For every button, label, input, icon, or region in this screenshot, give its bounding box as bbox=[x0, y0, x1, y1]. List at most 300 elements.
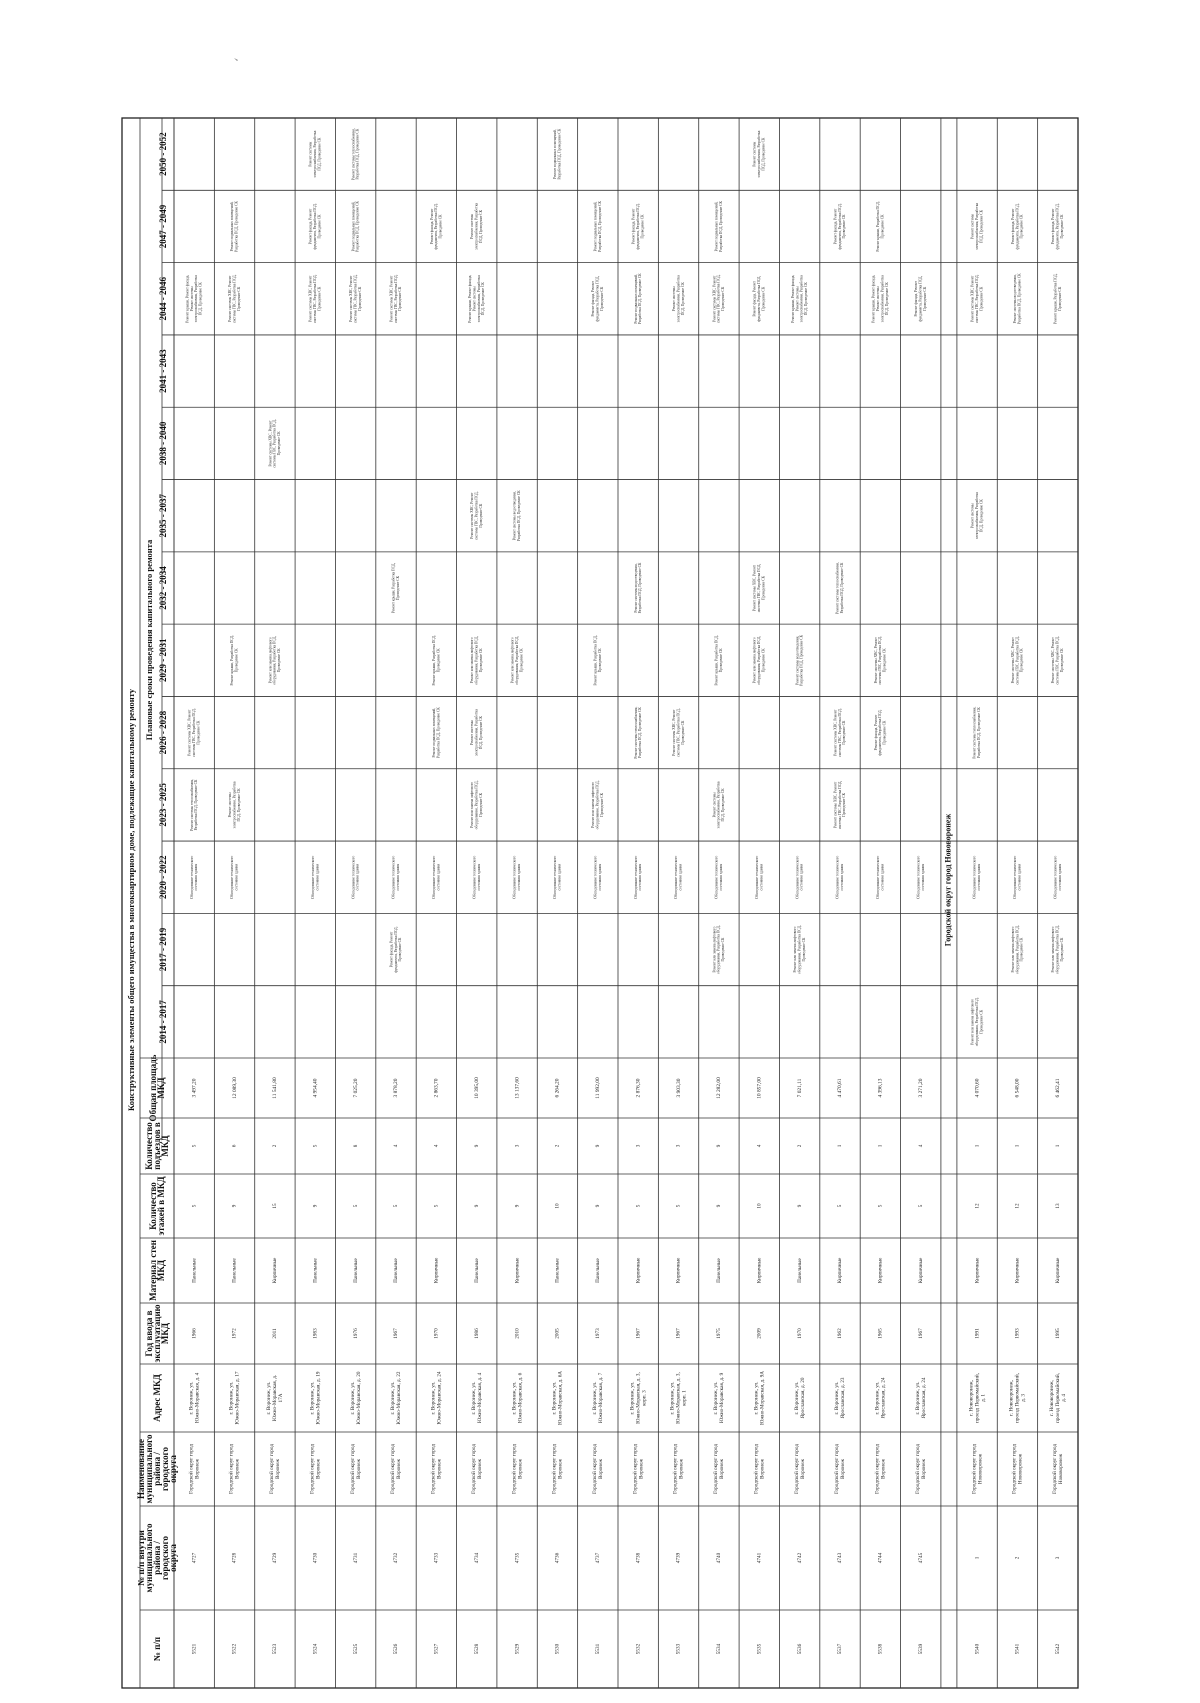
cell-addr: проезд Первомайский, bbox=[974, 1373, 981, 1423]
work-entry: состояния здания bbox=[396, 863, 401, 891]
plan-title: Плановые сроки проведения капитального ремонта bbox=[143, 539, 154, 741]
cell-nm: 4729 bbox=[272, 1552, 279, 1564]
work-entry: Разработка ПСД, Проведение СК bbox=[234, 201, 239, 252]
column-header-mun: Наименование bbox=[136, 1439, 147, 1499]
work-entry: Ремонт крыши, Ремонт фасада, bbox=[790, 274, 795, 323]
cell-year: 1972 bbox=[231, 1328, 238, 1339]
work-entry: ПСД, Проведение СК bbox=[236, 788, 241, 822]
work-entry: Проведение СК bbox=[478, 503, 483, 528]
cell-entr: 1 bbox=[974, 1144, 981, 1148]
work-entry: Ремонт системы водоотведения, bbox=[795, 635, 800, 685]
scan-speck bbox=[234, 58, 238, 61]
work-entry: Разработка ПСД, Проведение СК bbox=[638, 273, 643, 325]
work-entry: состояния здания bbox=[355, 863, 360, 891]
cell-addr: Южно-Моравская, д. 19 bbox=[315, 1371, 322, 1425]
work-entry: оборудования, Разработка ПСД, bbox=[757, 635, 762, 685]
cell-mat: Кирпичные bbox=[974, 1257, 981, 1284]
work-entry: состояния здания bbox=[1017, 863, 1022, 891]
work-entry: Ремонт системы ХВС, Ремонт bbox=[752, 564, 757, 612]
work-entry: Ремонт системы bbox=[227, 792, 232, 818]
cell-mun: Нововоронеж bbox=[977, 1453, 984, 1485]
column-header-nm: района / bbox=[152, 1541, 163, 1575]
work-entry: ПСД, Проведение СК bbox=[680, 282, 685, 316]
super-title: Конструктивные элементы общего имущества в многоквартирном доме, подлежащие капитальному ремонту bbox=[125, 689, 136, 1111]
period-header: 2017 - 2019 bbox=[158, 927, 169, 972]
cell-year: 1967 bbox=[635, 1328, 642, 1339]
cell-entr: 2 bbox=[272, 1144, 279, 1148]
work-entry: Обследование технического bbox=[714, 855, 719, 899]
cell-addr: г. Воронеж, ул. bbox=[753, 1381, 760, 1415]
work-entry: Проведение СК bbox=[718, 648, 723, 673]
work-entry: Проведение СК bbox=[882, 720, 887, 745]
work-entry: системы ГВС, Разработка ПСД, bbox=[393, 274, 398, 323]
cell-addr: г. Нововоронеж, bbox=[1008, 1380, 1015, 1416]
cell-year: 1967 bbox=[675, 1328, 682, 1339]
cell-nm: 3 bbox=[1055, 1556, 1062, 1560]
work-entry: Обследование технического bbox=[230, 855, 235, 899]
column-header-entr: МКД bbox=[160, 1135, 171, 1157]
cell-mat: Панельные bbox=[191, 1258, 198, 1283]
cell-n: 5522 bbox=[231, 1643, 238, 1655]
cell-mun: Городской округ город bbox=[1052, 1444, 1059, 1494]
work-entry: Обследование технического bbox=[593, 855, 598, 899]
cell-addr: Ярославская, д. 20 bbox=[799, 1377, 806, 1419]
work-entry: Проведение СК bbox=[680, 720, 685, 745]
cell-n: 5542 bbox=[1055, 1643, 1062, 1655]
cell-addr: г. Воронеж, ул. bbox=[874, 1381, 881, 1415]
work-entry: Разработка ПСД, Проведение СК bbox=[638, 707, 643, 759]
cell-year: 1983 bbox=[312, 1328, 319, 1339]
cell-addr: г. Воронеж, ул. bbox=[592, 1381, 599, 1415]
cell-mat: Кирпичные bbox=[514, 1257, 521, 1284]
cell-n: 5537 bbox=[837, 1643, 844, 1655]
work-entry: Проведение СК bbox=[519, 648, 524, 673]
work-entry: Разработка ПСД, Проведение СК bbox=[436, 707, 441, 759]
cell-floors: 5 bbox=[837, 1204, 844, 1208]
cell-year: 1965 bbox=[877, 1328, 884, 1339]
work-entry: оборудования, Разработка ПСД, bbox=[595, 780, 600, 830]
cell-mat: Панельные bbox=[796, 1258, 803, 1283]
cell-addr: д. 1 bbox=[980, 1394, 987, 1402]
cell-addr: г. Воронеж, ул. bbox=[713, 1381, 720, 1415]
cell-addr: г. Воронеж, ул. bbox=[309, 1381, 316, 1415]
work-entry: состояния здания bbox=[638, 863, 643, 891]
column-header-entr: подъездов в bbox=[152, 1122, 163, 1170]
cell-mat: Кирпичные bbox=[877, 1257, 884, 1284]
cell-addr: г. Воронеж, ул. bbox=[551, 1381, 558, 1415]
cell-year: 1975 bbox=[716, 1328, 723, 1339]
work-entry: электроснабжения, Разработка bbox=[232, 781, 237, 829]
work-entry: оборудования, Разработка ПСД, bbox=[974, 997, 979, 1047]
work-entry: Обследование технического bbox=[553, 855, 558, 899]
column-header-year: Год ввода в bbox=[144, 1310, 155, 1357]
work-entry: оборудования, Разработка ПСД, bbox=[716, 925, 721, 974]
work-entry: Ремонт крыши, Разработка ПСД, bbox=[1053, 273, 1058, 324]
work-entry: Проведение СК bbox=[761, 576, 766, 600]
work-entry: Обследование технического bbox=[674, 855, 679, 899]
cell-addr: г. Воронеж, ул. bbox=[669, 1381, 676, 1415]
cell-entr: 1 bbox=[1014, 1144, 1021, 1148]
work-entry: Ремонт подвальных помещений, bbox=[431, 707, 436, 758]
work-entry: Обследование технического bbox=[875, 855, 880, 899]
cell-area: 2 876,30 bbox=[635, 1078, 642, 1098]
cell-area: 4 396,13 bbox=[877, 1078, 884, 1098]
work-entry: Ремонт фасада, Ремонт bbox=[631, 208, 636, 245]
cell-entr: 1 bbox=[837, 1144, 844, 1148]
cell-n: 5523 bbox=[272, 1643, 279, 1655]
work-entry: электроснабжения, Разработка bbox=[799, 275, 804, 323]
work-entry: Ремонт системы ХВС, Ремонт bbox=[970, 275, 975, 322]
work-entry: Ремонт системы ХВС, Ремонт bbox=[671, 709, 676, 756]
cell-year: 2011 bbox=[272, 1328, 279, 1339]
work-entry: электроснабжения, Разработка bbox=[194, 275, 199, 323]
work-entry: Ремонт или замена лифтового bbox=[591, 781, 596, 828]
work-entry: фундамента, Разработка ПСД, bbox=[918, 275, 923, 322]
cell-n: 5530 bbox=[554, 1643, 561, 1655]
work-entry: Обследование технического bbox=[189, 855, 194, 899]
cell-mat: Кирпичные bbox=[917, 1257, 924, 1284]
work-entry: оборудования, Разработка ПСД, bbox=[474, 635, 479, 685]
work-entry: Проведение СК bbox=[842, 720, 847, 745]
cell-mun: Городской округ город bbox=[430, 1444, 437, 1494]
work-entry: Обследование технического bbox=[351, 855, 356, 899]
cell-nm: 4745 bbox=[917, 1552, 924, 1564]
work-entry: Ремонт крыши, Разработка ПСД, bbox=[230, 635, 235, 686]
cell-mun: Нововоронеж bbox=[1017, 1453, 1024, 1485]
work-entry: ПСД, Проведение СК bbox=[884, 282, 889, 316]
work-entry: Проведение СК bbox=[600, 286, 605, 311]
cell-entr: 8 bbox=[352, 1144, 359, 1148]
work-entry: Ремонт или замена лифтового bbox=[1010, 926, 1015, 973]
work-entry: Ремонт фасада, Ремонт bbox=[914, 281, 919, 317]
cell-mat: Панельные bbox=[312, 1258, 319, 1283]
column-header-mat: МКД bbox=[156, 1259, 167, 1282]
work-entry: Ремонт системы ХВС, Ремонт bbox=[470, 492, 475, 539]
work-entry: системы ГВС, Разработка ПСД, bbox=[837, 708, 842, 757]
work-entry: Проведение СК bbox=[317, 286, 322, 311]
cell-addr: Южно-Моравская, д. 22 bbox=[396, 1371, 403, 1425]
cell-entr: 1 bbox=[877, 1144, 884, 1148]
cell-n: 5534 bbox=[716, 1643, 723, 1655]
cell-n: 5524 bbox=[312, 1643, 319, 1655]
column-header-year: эксплуатацию bbox=[152, 1304, 163, 1363]
cell-n: 5538 bbox=[877, 1643, 884, 1655]
cell-mun: Городской округ город bbox=[672, 1444, 679, 1494]
cell-mun: Воронеж bbox=[880, 1459, 887, 1479]
cell-n: 5527 bbox=[433, 1643, 440, 1655]
period-header: 2047 - 2049 bbox=[158, 204, 169, 249]
column-header-mun: городского bbox=[160, 1446, 171, 1492]
work-entry: оборудования, Разработка ПСД, bbox=[272, 635, 277, 685]
work-entry: ПСД, Проведение СК bbox=[979, 499, 984, 533]
cell-mun: Воронеж bbox=[678, 1459, 685, 1479]
cell-addr: г. Воронеж, ул. bbox=[349, 1381, 356, 1415]
work-entry: Проведение СК bbox=[979, 1009, 984, 1034]
cell-n: 5525 bbox=[352, 1643, 359, 1655]
cell-area: 13 137,60 bbox=[514, 1077, 521, 1099]
work-entry: Ремонт фасада, Ремонт bbox=[389, 931, 394, 968]
cell-mun: Воронеж bbox=[436, 1459, 443, 1479]
cell-mun: Городской округ город bbox=[793, 1444, 800, 1494]
work-entry: Ремонт подвальных помещений, bbox=[553, 129, 558, 180]
cell-mun: Городской округ город bbox=[874, 1444, 881, 1494]
work-entry: Проведение СК bbox=[357, 286, 362, 311]
work-entry: Проведение СК bbox=[761, 648, 766, 673]
cell-addr: проезд Первомайский, bbox=[1014, 1373, 1021, 1423]
cell-area: 10 857,00 bbox=[756, 1077, 763, 1099]
work-entry: Проведение СК bbox=[600, 792, 605, 817]
cell-mat: Панельные bbox=[393, 1258, 400, 1283]
work-entry: Проведение СК bbox=[236, 286, 241, 311]
column-header-floors: этажей в МКД bbox=[156, 1176, 167, 1236]
cell-nm: 4738 bbox=[635, 1552, 642, 1564]
cell-mun: Городской округ город bbox=[1011, 1444, 1018, 1494]
column-header-mun: муниципального bbox=[144, 1434, 155, 1504]
cell-nm: 4731 bbox=[352, 1552, 359, 1564]
cell-addr: проезд Первомайский, bbox=[1055, 1373, 1062, 1423]
work-entry: состояния здания bbox=[436, 863, 441, 891]
cell-area: 2 863,70 bbox=[433, 1078, 440, 1098]
work-entry: состояния здания bbox=[557, 863, 562, 891]
cell-addr: Южно-Моравская, д. 3, bbox=[635, 1372, 642, 1424]
cell-year: 1976 bbox=[352, 1328, 359, 1339]
cell-entr: 9 bbox=[716, 1144, 723, 1148]
work-entry: Проведение СК bbox=[842, 792, 847, 817]
work-entry: системы ГВС, Разработка ПСД, bbox=[1055, 636, 1060, 685]
cell-mat: Панельные bbox=[595, 1258, 602, 1283]
cell-mun: Городской округ город bbox=[971, 1444, 978, 1494]
cell-mat: Панельные bbox=[473, 1258, 480, 1283]
cell-entr: 4 bbox=[393, 1144, 400, 1148]
cell-entr: 9 bbox=[473, 1144, 480, 1148]
work-entry: Ремонт системы ХВС, Ремонт bbox=[833, 781, 838, 829]
cell-area: 12 282,00 bbox=[716, 1077, 723, 1099]
cell-addr: г. Воронеж, ул. bbox=[188, 1381, 195, 1415]
cell-addr: д. 4 bbox=[1061, 1394, 1068, 1402]
work-entry: оборудования, Разработка ПСД, bbox=[1015, 925, 1020, 974]
work-entry: Ремонт подвальных помещений, bbox=[593, 201, 598, 252]
work-entry: Ремонт системы водоотведения, bbox=[633, 563, 638, 613]
cell-entr: 6 bbox=[231, 1144, 238, 1148]
work-entry: фундамента, Разработка ПСД, bbox=[1015, 203, 1020, 250]
work-entry: Проведение СК bbox=[1019, 214, 1024, 239]
work-entry: Ремонт системы ХВС, Ремонт bbox=[268, 420, 273, 467]
work-entry: ПСД, Проведение СК bbox=[198, 282, 203, 316]
column-header-entr: Количество bbox=[144, 1122, 155, 1170]
work-entry: Разработка ПСД, Проведение СК bbox=[840, 562, 845, 614]
column-header-year: МКД bbox=[160, 1322, 171, 1345]
table-frame bbox=[122, 118, 1078, 1688]
cell-mun: Городской округ город bbox=[834, 1444, 841, 1494]
work-entry: Ремонт подвальных помещений, bbox=[714, 201, 719, 252]
cell-floors: 9 bbox=[514, 1204, 521, 1208]
work-entry: Проведение СК bbox=[721, 286, 726, 311]
cell-mat: Панельные bbox=[231, 1258, 238, 1283]
work-entry: состояния здания bbox=[920, 863, 925, 891]
work-entry: системы ГВС, Разработка ПСД, bbox=[837, 780, 842, 830]
cell-mun: Воронеж bbox=[194, 1459, 201, 1479]
cell-addr: Южно-Моравская, д. 17 bbox=[234, 1371, 241, 1425]
work-entry: состояния здания bbox=[678, 863, 683, 891]
cell-entr: 3 bbox=[514, 1144, 521, 1148]
work-entry: Ремонт крыши, Разработка ПСД, bbox=[391, 562, 396, 614]
work-entry: Ремонт системы теплоснабжения, bbox=[189, 778, 194, 831]
work-entry: электроснабжения, Разработка bbox=[974, 203, 979, 250]
cell-n: 5535 bbox=[756, 1643, 763, 1655]
cell-mun: Городской округ город bbox=[188, 1444, 195, 1494]
cell-area: 12 089,30 bbox=[231, 1077, 238, 1099]
work-entry: Ремонт системы bbox=[472, 286, 477, 312]
cell-mun: Городской округ город bbox=[309, 1444, 316, 1494]
work-entry: Ремонт или замена лифтового bbox=[752, 637, 757, 684]
cell-mun: Воронеж bbox=[638, 1459, 645, 1479]
work-entry: Ремонт фасада, Ремонт bbox=[752, 281, 757, 317]
work-entry: Проведение СК bbox=[277, 431, 282, 456]
cell-floors: 12 bbox=[974, 1203, 981, 1209]
work-entry: системы ГВС, Разработка ПСД, bbox=[313, 274, 318, 323]
cell-addr: Южно-Моравская, д. 4 bbox=[476, 1372, 483, 1424]
work-entry: электроснабжения, Разработка bbox=[474, 203, 479, 250]
work-entry: Проведение СК bbox=[882, 648, 887, 673]
cell-mat: Кирпичные bbox=[635, 1257, 642, 1284]
cell-nm: 4732 bbox=[393, 1552, 400, 1564]
work-entry: Проведение СК bbox=[277, 648, 282, 673]
work-entry: электроснабжения, Разработка bbox=[716, 781, 721, 829]
work-entry: Ремонт фасада, Ремонт bbox=[308, 208, 313, 245]
work-entry: системы ГВС, Разработка ПСД, bbox=[757, 563, 762, 613]
work-entry: электроснабжения, Разработка bbox=[476, 275, 481, 323]
cell-entr: 5 bbox=[312, 1144, 319, 1148]
work-entry: состояния здания bbox=[718, 863, 723, 891]
cell-year: 2005 bbox=[554, 1328, 561, 1339]
cell-nm: 4728 bbox=[231, 1552, 238, 1564]
period-header: 2044 - 2046 bbox=[158, 277, 169, 321]
cell-nm: 4740 bbox=[716, 1552, 723, 1564]
period-header: 2050 - 2052 bbox=[158, 132, 169, 176]
work-entry: состояния здания bbox=[234, 863, 239, 891]
cell-n: 5521 bbox=[191, 1643, 198, 1655]
work-entry: состояния здания bbox=[759, 863, 764, 891]
work-entry: электроснабжения, Разработка bbox=[676, 275, 681, 323]
cell-year: 2009 bbox=[756, 1328, 763, 1339]
work-entry: оборудования, Разработка ПСД, bbox=[797, 925, 802, 974]
work-entry: ПСД, Проведение СК bbox=[317, 137, 322, 171]
period-header: 2023 - 2025 bbox=[158, 783, 169, 827]
cell-mat: Кирпичные bbox=[1014, 1257, 1021, 1284]
work-entry: Ремонт или замена лифтового bbox=[970, 998, 975, 1045]
work-entry: Проведение СК bbox=[1060, 648, 1065, 673]
column-header-addr: Адрес МКД bbox=[152, 1374, 163, 1422]
work-entry: Ремонт системы ХВС, Ремонт bbox=[1010, 637, 1015, 684]
work-entry: фундамента, Разработка ПСД, bbox=[1055, 203, 1060, 250]
work-entry: Ремонт системы теплоснабжения, bbox=[351, 128, 356, 181]
cell-mat: Кирпичные bbox=[837, 1257, 844, 1284]
work-entry: Обследование технического bbox=[972, 855, 977, 899]
work-entry: Проведение СК bbox=[1060, 937, 1065, 962]
cell-addr: Ярославская, д. 24 bbox=[920, 1377, 927, 1419]
work-entry: оборудования, Разработка ПСД, bbox=[474, 780, 479, 830]
work-entry: системы ГВС, Разработка ПСД, bbox=[272, 419, 277, 468]
cell-mun: Городской округ город bbox=[753, 1444, 760, 1494]
cell-addr: г. Воронеж, ул. bbox=[511, 1381, 518, 1415]
work-entry: Ремонт системы ХВС, Ремонт bbox=[308, 275, 313, 322]
cell-year: 1967 bbox=[917, 1328, 924, 1339]
work-entry: Ремонт системы bbox=[671, 286, 676, 312]
work-entry: Ремонт крыши, Разработка ПСД, bbox=[714, 635, 719, 686]
work-entry: Ремонт или замена лифтового bbox=[470, 781, 475, 828]
cell-mat: Кирпичные bbox=[1055, 1257, 1062, 1284]
work-entry: Разработка ПСД, Проведение СК bbox=[718, 201, 723, 252]
cell-mat: Кирпичные bbox=[756, 1257, 763, 1284]
cell-entr: 9 bbox=[595, 1144, 602, 1148]
work-entry: Ремонт крыши, Разработка ПСД, bbox=[875, 201, 880, 252]
work-entry: Проведение СК bbox=[436, 648, 441, 673]
work-entry: оборудования, Разработка ПСД, bbox=[514, 635, 519, 685]
cell-nm: 4727 bbox=[191, 1552, 198, 1564]
work-entry: Проведение СК bbox=[398, 286, 403, 311]
cell-mun: Городской округ город bbox=[228, 1444, 235, 1494]
work-entry: Обследование технического bbox=[754, 855, 759, 899]
cell-mun: Воронеж bbox=[598, 1459, 605, 1479]
work-entry: Ремонт системы ХВС, Ремонт bbox=[389, 275, 394, 322]
cell-mun: Воронеж bbox=[557, 1459, 564, 1479]
work-entry: Проведение СК bbox=[842, 214, 847, 239]
work-entry: Проведение СК bbox=[597, 648, 602, 673]
cell-addr: г. Воронеж, ул. bbox=[629, 1381, 636, 1415]
cell-year: 1970 bbox=[796, 1328, 803, 1339]
cell-addr: г. Нововоронеж, bbox=[1049, 1380, 1056, 1416]
column-header-mun: округа bbox=[168, 1455, 179, 1483]
work-entry: Ремонт подвальных помещений, bbox=[351, 201, 356, 252]
column-header-nm: № п/п внутри bbox=[136, 1530, 147, 1586]
cell-nm: 4744 bbox=[877, 1552, 884, 1564]
work-entry: Ремонт фасада, Ремонт bbox=[1010, 208, 1015, 245]
column-header-mat: Материал стен bbox=[148, 1240, 159, 1301]
cell-mun: Воронеж bbox=[355, 1459, 362, 1479]
work-entry: Проведение СК bbox=[1019, 648, 1024, 673]
cell-nm: 4734 bbox=[473, 1552, 480, 1564]
cell-addr: Ярославская, д. 23 bbox=[840, 1377, 847, 1419]
work-entry: Проведение СК bbox=[398, 937, 403, 962]
work-entry: состояния здания bbox=[476, 863, 481, 891]
cell-n: 5533 bbox=[675, 1643, 682, 1655]
work-entry: Проведение СК bbox=[234, 648, 239, 673]
work-entry: Ремонт фасада, Ремонт bbox=[1051, 208, 1056, 245]
column-header-nm: муниципального bbox=[144, 1523, 155, 1593]
cell-addr: г. Воронеж, ул. bbox=[430, 1381, 437, 1415]
cell-addr: Южно-Моравская, д. 24 bbox=[436, 1371, 443, 1425]
work-entry: системы ГВС, Разработка ПСД, bbox=[474, 491, 479, 540]
work-entry: Ремонт или замена лифтового bbox=[268, 637, 273, 684]
cell-floors: 10 bbox=[756, 1203, 763, 1209]
work-entry: Обследование технического bbox=[391, 855, 396, 899]
cell-nm: 2 bbox=[1014, 1556, 1021, 1560]
work-entry: Проведение СК bbox=[880, 214, 885, 239]
cell-addr: Южно-Моравская, д. 20 bbox=[355, 1371, 362, 1425]
work-entry: системы ГВС, Разработка ПСД, bbox=[878, 636, 883, 685]
work-entry: ПСД, Проведение СК bbox=[478, 209, 483, 243]
cell-addr: корп. 1 bbox=[681, 1390, 688, 1406]
column-header-nm: городского bbox=[160, 1535, 171, 1581]
work-entry: Ремонт системы ХВС, Ремонт bbox=[349, 275, 354, 322]
work-entry: Ремонт крыши, Ремонт фасада, bbox=[467, 274, 472, 323]
work-entry: Проведение СК bbox=[396, 576, 401, 600]
cell-n: 5528 bbox=[473, 1643, 480, 1655]
section-band-novovoronezh: Городской округ город Нововоронеж bbox=[943, 813, 953, 947]
period-header: 2014 - 2017 bbox=[158, 1000, 169, 1044]
work-entry: Проведение СК bbox=[761, 286, 766, 311]
work-entry: Ремонт или замена лифтового bbox=[470, 637, 475, 684]
